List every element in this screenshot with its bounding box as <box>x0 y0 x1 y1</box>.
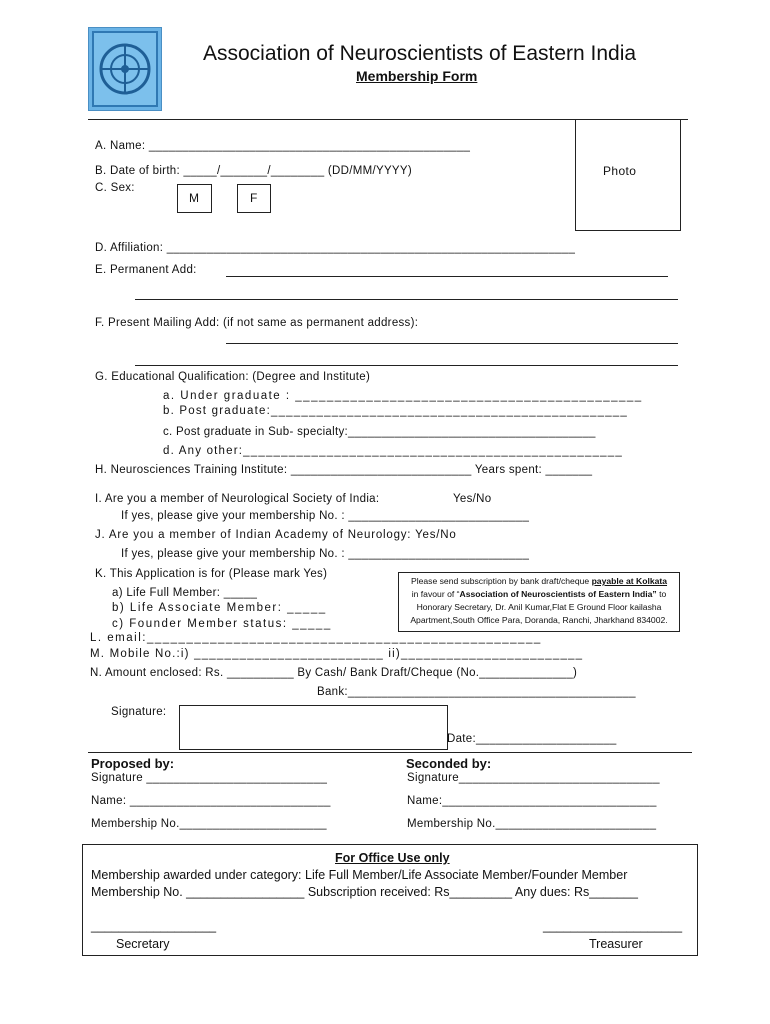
life-full-member-option[interactable]: a) Life Full Member: _____ <box>112 587 258 599</box>
photo-label: Photo <box>603 164 637 178</box>
education-other-field[interactable]: d. Any other:__________________________________________________ <box>163 445 623 457</box>
payment-notice-box <box>398 572 680 632</box>
training-institute-field[interactable]: H. Neurosciences Training Institute: ___________________________ Years spent: _______ <box>95 464 593 476</box>
bank-field[interactable]: Bank:___________________________________________ <box>317 686 636 698</box>
page-title: Association of Neuroscientists of Eastern India <box>203 42 637 65</box>
life-associate-member-option[interactable]: b) Life Associate Member: _____ <box>112 602 327 614</box>
nsi-membership-answer[interactable]: Yes/No <box>453 493 492 505</box>
office-category-line: Membership awarded under category: Life Full Member/Life Associate Member/Founder Member <box>91 868 628 882</box>
mobile-field[interactable]: M. Mobile No.:i) _________________________ ii)________________________ <box>90 648 584 660</box>
founder-member-option[interactable]: c) Founder Member status: _____ <box>112 618 332 630</box>
permanent-address-line-1[interactable] <box>226 276 668 277</box>
education-undergraduate-field[interactable]: a. Under graduate : ____________________________________________ <box>163 390 643 402</box>
society-emblem-icon <box>88 27 162 111</box>
proposer-membership-field[interactable]: Membership No.______________________ <box>91 818 327 830</box>
office-use-box <box>82 844 698 956</box>
signature-box[interactable] <box>179 705 448 750</box>
ian-membership-number-field[interactable]: If yes, please give your membership No. : ___________________________ <box>121 548 530 560</box>
office-membership-line: Membership No. _________________ Subscription received: Rs_________ Any dues: Rs_______ <box>91 885 638 899</box>
section-divider <box>88 752 692 753</box>
treasurer-label: Treasurer <box>589 937 643 951</box>
proposer-name-field[interactable]: Name: ______________________________ <box>91 795 331 807</box>
seconder-membership-field[interactable]: Membership No.________________________ <box>407 818 657 830</box>
signature-label: Signature: <box>111 706 167 718</box>
office-use-heading: For Office Use only <box>335 851 450 865</box>
notice-line-1: Please send subscription by bank draft/cheque payable at Kolkata <box>410 576 668 586</box>
permanent-address-label: E. Permanent Add: <box>95 264 197 276</box>
seconder-signature-field[interactable]: Signature______________________________ <box>407 772 660 784</box>
notice-line-2: in favour of “Association of Neuroscientists of Eastern India” to <box>411 589 667 599</box>
nsi-membership-number-field[interactable]: If yes, please give your membership No. : ___________________________ <box>121 510 530 522</box>
email-field[interactable]: L. email:__________________________________________________ <box>90 632 542 644</box>
education-label: G. Educational Qualification: (Degree and Institute) <box>95 371 371 383</box>
sex-label: C. Sex: <box>95 182 135 194</box>
affiliation-field[interactable]: D. Affiliation: _____________________________________________________________ <box>95 242 576 254</box>
amount-field[interactable]: N. Amount enclosed: Rs. __________ By Cash/ Bank Draft/Cheque (No.______________) <box>90 667 578 679</box>
seconded-by-heading: Seconded by: <box>406 756 492 771</box>
notice-line-4: Apartment,South Office Para, Doranda, Ranchi, Jharkhand 834002. <box>410 615 668 625</box>
date-field[interactable]: Date:_____________________ <box>447 733 617 745</box>
sex-option-f-label: F <box>250 191 258 205</box>
education-subspecialty-field[interactable]: c. Post graduate in Sub- specialty:_____________________________________ <box>163 426 596 438</box>
present-address-line-1[interactable] <box>226 343 678 344</box>
photo-box[interactable] <box>575 119 681 231</box>
sex-option-m-label: M <box>189 191 200 205</box>
seconder-name-field[interactable]: Name:________________________________ <box>407 795 657 807</box>
ian-membership-question[interactable]: J. Are you a member of Indian Academy of Neurology: Yes/No <box>95 529 457 541</box>
proposer-signature-field[interactable]: Signature ___________________________ <box>91 772 328 784</box>
present-address-label: F. Present Mailing Add: (if not same as permanent address): <box>95 317 419 329</box>
nsi-membership-question: I. Are you a member of Neurological Society of India: <box>95 493 380 505</box>
secretary-label: Secretary <box>116 937 170 951</box>
secretary-signature-line: __________________ <box>91 919 217 933</box>
form-subtitle: Membership Form <box>356 68 478 84</box>
treasurer-signature-line: ____________________ <box>543 919 683 933</box>
proposed-by-heading: Proposed by: <box>91 756 175 771</box>
application-type-label: K. This Application is for (Please mark Yes) <box>95 568 328 580</box>
education-postgraduate-field[interactable]: b. Post graduate:_______________________________________________ <box>163 405 628 417</box>
name-field[interactable]: A. Name: ________________________________________________ <box>95 140 471 152</box>
sex-option-f[interactable] <box>237 184 271 213</box>
present-address-line-2[interactable] <box>135 365 678 366</box>
notice-line-3: Honorary Secretary, Dr. Anil Kumar,Flat E Ground Floor kailasha <box>416 602 662 612</box>
dob-field[interactable]: B. Date of birth: _____/_______/________ (DD/MM/YYYY) <box>95 165 412 177</box>
permanent-address-line-2[interactable] <box>135 299 678 300</box>
sex-option-m[interactable] <box>177 184 212 213</box>
